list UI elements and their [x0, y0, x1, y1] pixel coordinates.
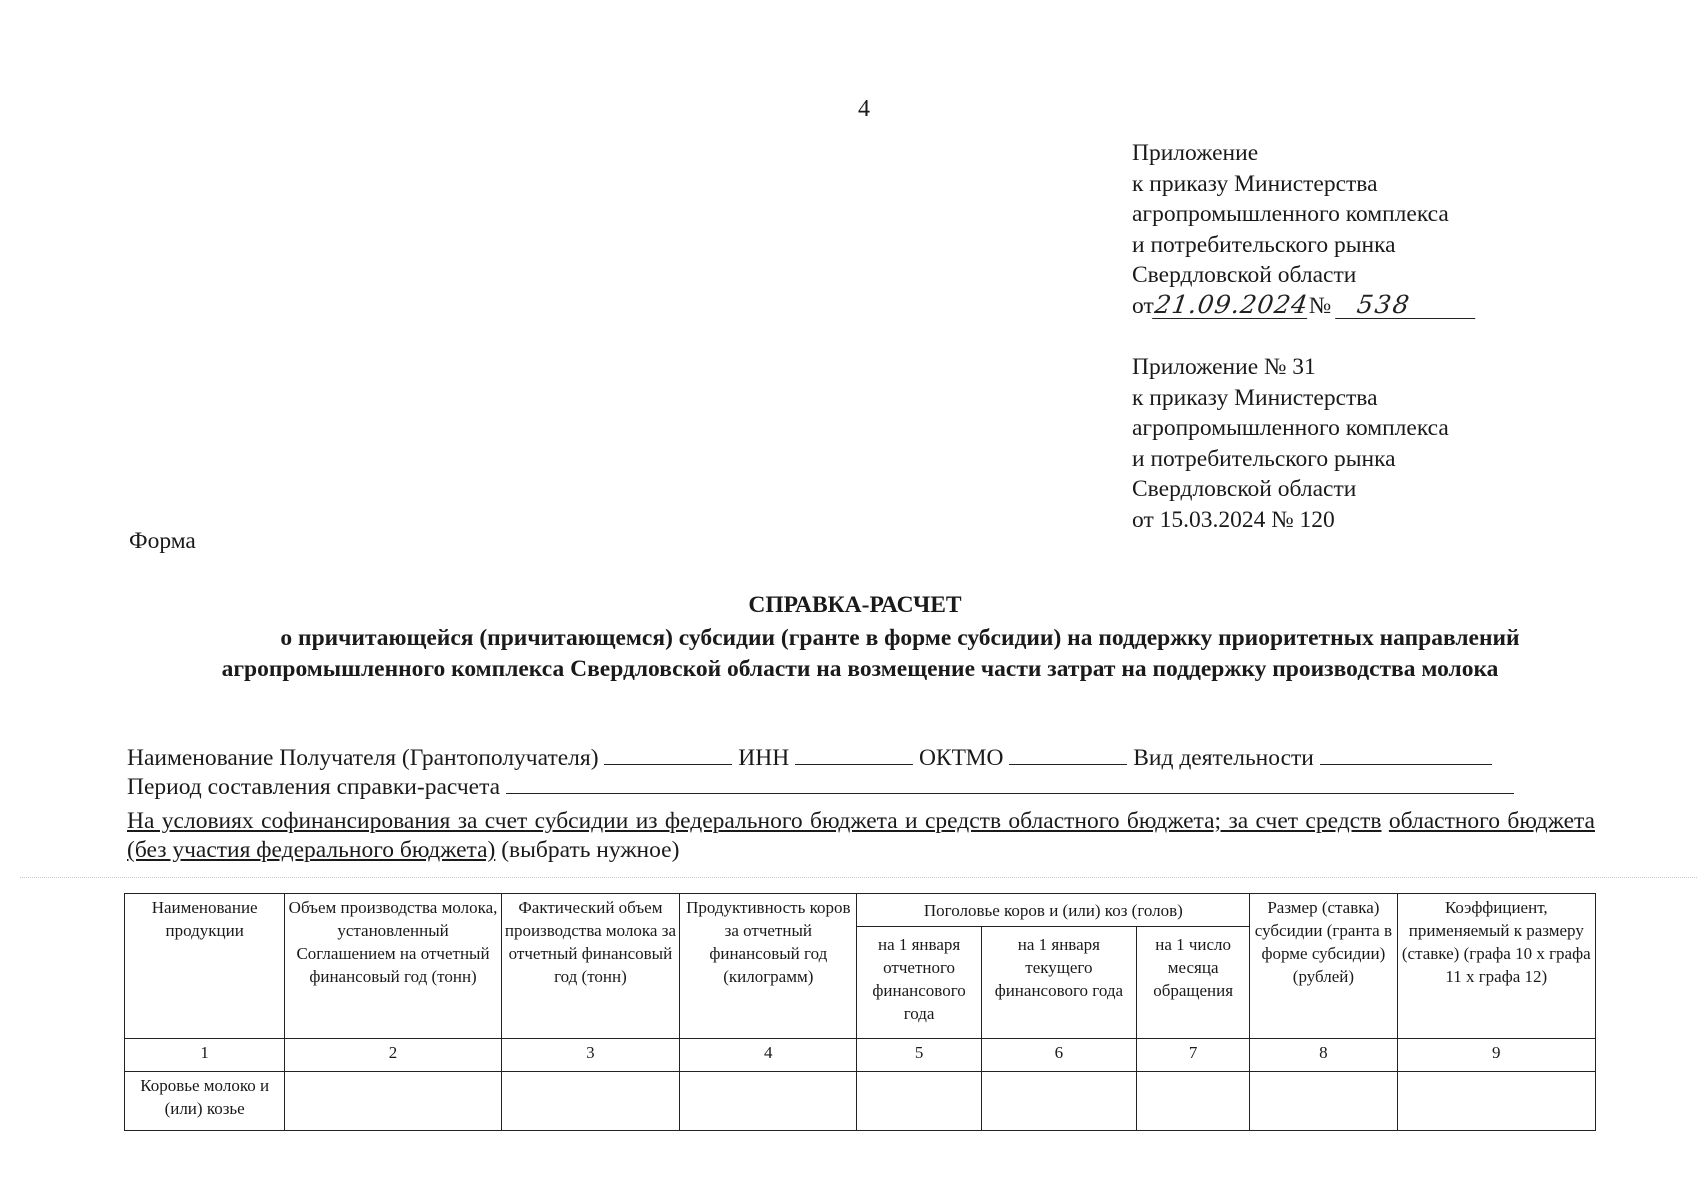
- column-number: 7: [1137, 1039, 1250, 1072]
- recipient-name-field[interactable]: [604, 744, 732, 765]
- scan-divider: [20, 877, 1697, 878]
- subsidy-rate-cell[interactable]: [1250, 1072, 1397, 1131]
- appendix-line: и потребительского рынка: [1132, 445, 1396, 472]
- appendix-line: к приказу Министерства: [1132, 384, 1378, 411]
- header-livestock-group: Поголовье коров и (или) коз (голов): [857, 894, 1250, 927]
- livestock-report-year-cell[interactable]: [857, 1072, 981, 1131]
- product-cell: Коровье молоко и (или) козье: [125, 1072, 285, 1131]
- condition-option-cofinancing[interactable]: На условиях софинансирования за счет субсидии из федерального бюджета и средств областного бюджета; за счет средств: [127, 808, 1382, 834]
- header-product-name: Наименование продукции: [125, 894, 285, 1039]
- condition-note: (выбрать нужное): [501, 837, 680, 863]
- header-productivity: Продуктивность коров за отчетный финансовый год (килограмм): [680, 894, 857, 1039]
- date-prefix: от: [1132, 292, 1154, 319]
- recipient-label: Наименование Получателя (Грантополучателя): [127, 745, 599, 771]
- column-number: 9: [1397, 1039, 1595, 1072]
- appendix-reference-original: [1132, 352, 1449, 535]
- column-number: 1: [125, 1039, 285, 1072]
- appendix-line: от 15.03.2024 № 120: [1132, 506, 1335, 533]
- appendix-line: к приказу Министерства: [1132, 170, 1378, 197]
- column-number: 8: [1250, 1039, 1397, 1072]
- appendix-line: Свердловской области: [1132, 476, 1357, 502]
- oktmo-label: ОКТМО: [918, 745, 1004, 771]
- appendix-line: агропромышленного комплекса: [1132, 415, 1449, 441]
- document-subtitle-line-2: агропромышленного комплекса Свердловской области на возмещение части затрат на поддержку производства молока: [221, 656, 1499, 682]
- appendix-reference-current: [1132, 138, 1477, 321]
- table-row: [125, 1072, 1596, 1131]
- calculation-table: [124, 893, 1596, 1131]
- actual-volume-cell[interactable]: [501, 1072, 679, 1131]
- activity-label: Вид деятельности: [1133, 745, 1314, 771]
- page-number: 4: [858, 96, 870, 122]
- column-number: 4: [680, 1039, 857, 1072]
- handwritten-order-number: 538: [1335, 292, 1479, 319]
- header-agreed-volume: Объем производства молока, установленный Соглашением на отчетный финансовый год (тонн): [285, 894, 501, 1039]
- oktmo-field[interactable]: [1009, 744, 1127, 765]
- condition-option-regional[interactable]: областного бюджета (без участия федерального бюджета): [127, 808, 1595, 863]
- order-date-line: [1132, 291, 1477, 322]
- appendix-line: Свердловской области: [1132, 262, 1357, 288]
- document-title: СПРАВКА-РАСЧЕТ: [748, 592, 962, 618]
- header-coefficient: Коэффициент, применяемый к размеру (ставке) (графа 10 х графа 11 х графа 12): [1397, 894, 1595, 1039]
- appendix-line: Приложение № 31: [1132, 354, 1316, 380]
- period-field[interactable]: [506, 773, 1514, 794]
- activity-field[interactable]: [1320, 744, 1492, 765]
- column-number: 3: [501, 1039, 679, 1072]
- period-field-line: [127, 773, 1587, 801]
- appendix-line: агропромышленного комплекса: [1132, 201, 1449, 227]
- column-number: 6: [981, 1039, 1136, 1072]
- header-livestock-report-year: на 1 января отчетного финансового года: [857, 927, 981, 1039]
- financing-conditions: [127, 807, 1595, 865]
- header-subsidy-rate: Размер (ставка) субсидии (гранта в форме субсидии) (рублей): [1250, 894, 1397, 1039]
- appendix-line: и потребительского рынка: [1132, 231, 1396, 258]
- productivity-cell[interactable]: [680, 1072, 857, 1131]
- form-label: Форма: [129, 528, 196, 554]
- header-actual-volume: Фактический объем производства молока за отчетный финансовый год (тонн): [501, 894, 679, 1039]
- header-livestock-request-month: на 1 число месяца обращения: [1137, 927, 1250, 1039]
- column-number: 5: [857, 1039, 981, 1072]
- period-label: Период составления справки-расчета: [127, 774, 501, 800]
- agreed-volume-cell[interactable]: [285, 1072, 501, 1131]
- handwritten-date: 21.09.2024: [1152, 289, 1310, 319]
- livestock-request-month-cell[interactable]: [1137, 1072, 1250, 1131]
- recipient-fields-line: [127, 744, 1592, 772]
- inn-field[interactable]: [795, 744, 913, 765]
- number-sign: №: [1308, 292, 1332, 319]
- appendix-line: Приложение: [1132, 140, 1259, 166]
- coefficient-cell[interactable]: [1397, 1072, 1595, 1131]
- column-number: 2: [285, 1039, 501, 1072]
- document-subtitle-line-1: о причитающейся (причитающемся) субсидии (гранте в форме субсидии) на поддержку приоритетных направлений: [280, 625, 1520, 651]
- livestock-current-year-cell[interactable]: [981, 1072, 1136, 1131]
- header-livestock-current-year: на 1 января текущего финансового года: [981, 927, 1136, 1039]
- inn-label: ИНН: [738, 745, 790, 771]
